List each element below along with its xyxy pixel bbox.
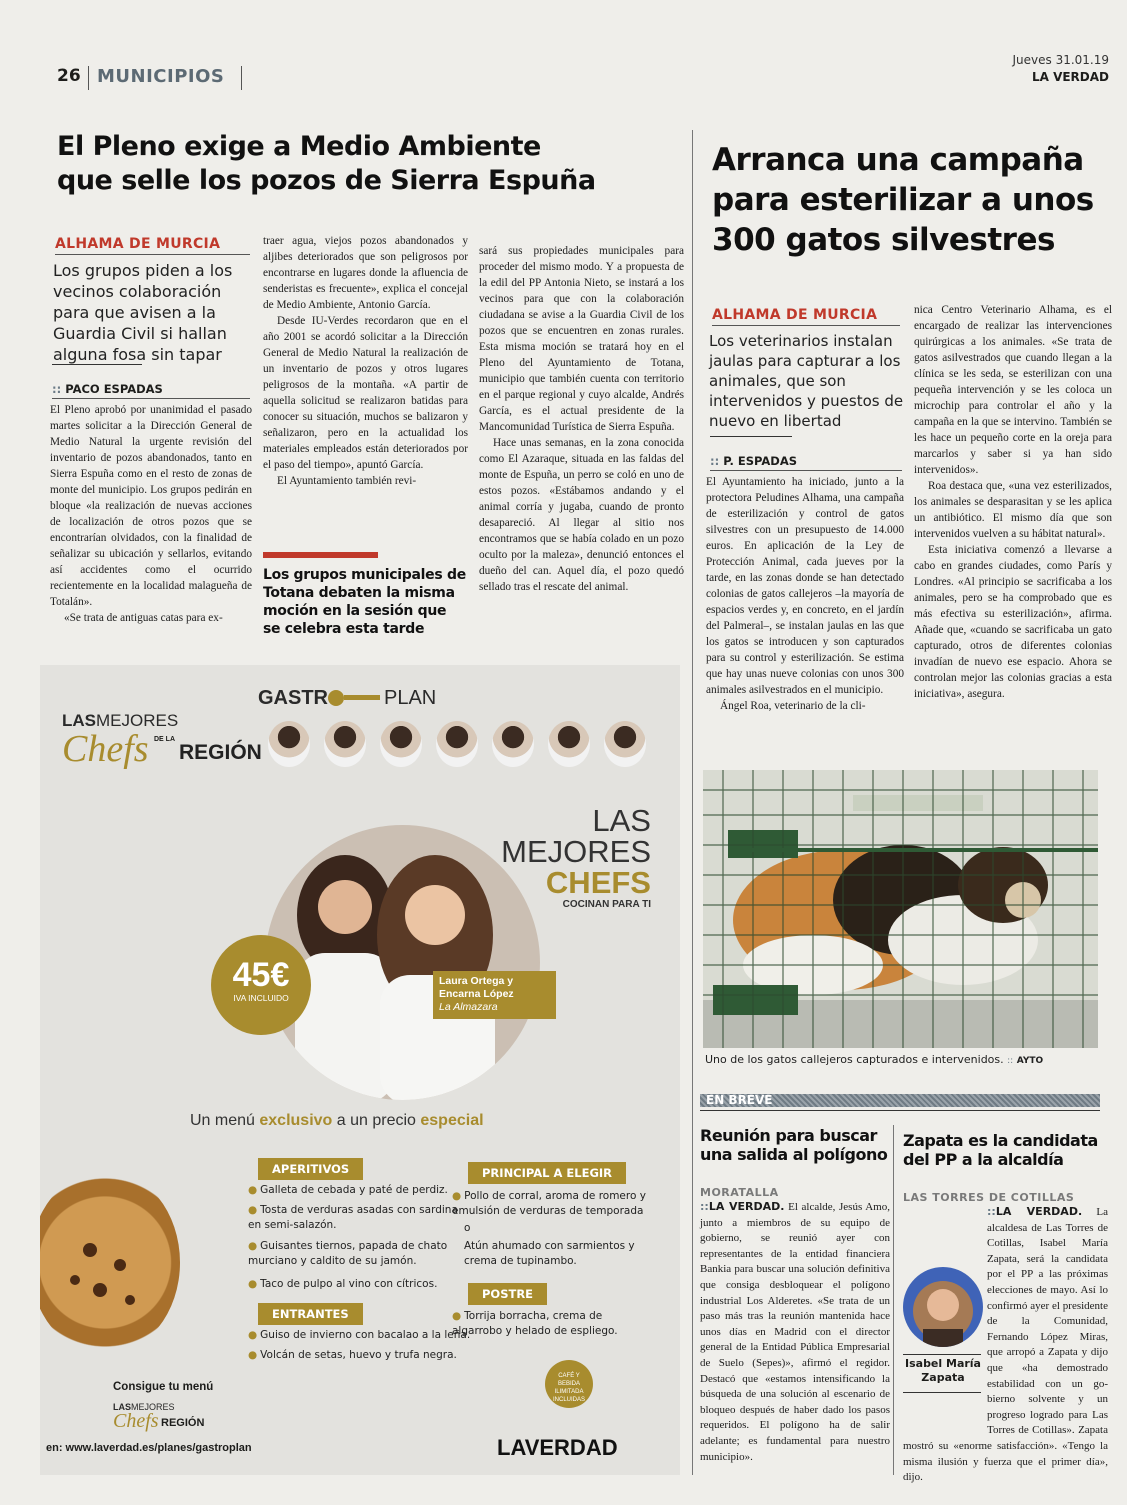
chef-portrait bbox=[436, 721, 478, 767]
logo-las: LAS bbox=[62, 711, 96, 730]
paragraph: Roa destaca que, «una vez esterilizados, los animales se desparasitan y se les aplica un antibiótico. El mismo día que son intervenidos vuelven a su hábitat natural». bbox=[914, 480, 1112, 540]
brief-text: La alcaldesa de Las Torres de Cotillas, Isabel María Zapata, será la candidata por el PP a las próximas elecciones de mayo. Así lo confirmó ayer el presidente de la Comunidad, Fernando López Miras, que arropó a Zapata y dijo que «ha demostrado estabilidad con un go- bbox=[987, 1206, 1108, 1390]
article2-col1 bbox=[706, 474, 904, 714]
logo-mejores: MEJORES bbox=[131, 1402, 175, 1412]
menu-item: ● Galleta de cebada y paté de perdiz. bbox=[248, 1184, 448, 1196]
photo-caption bbox=[705, 1053, 1043, 1066]
paragraph: Esta iniciativa comenzó a llevarse a cabo en grandes ciudades, como París y Londres. «Al principio se sacrificaba a los animales, pero se ha comprobado que es más efectiva su esterilización», afirma. Añade que, «cuando se sacrificaba un gato capturado, otros de diferentes colonias invadían de nuevo ese espacio. Ahora se controlan mejor las colonias gracias a esta iniciativa», asegura. bbox=[914, 544, 1112, 700]
small-logo-region: REGIÓN bbox=[161, 1417, 205, 1429]
paragraph: nica Centro Veterinario Alhama, es el encargado de realizar las intervenciones quirúrgicas a los animales. «Se trata de gatos asilvestrados que cuando llegan a la clínica se les seda, se esterilizan con una pequeña intervención y se les coloca un microchip para controlar el año y la campaña en la que se intervino. También se les hace un pequeño corte en la oreja para marcarlos y saber si ya han sido intervenidos». bbox=[914, 304, 1112, 476]
spoon-handle-icon bbox=[344, 695, 380, 700]
header-divider bbox=[88, 66, 89, 90]
brief-text: El alcalde, Jesús Amo, junto a miembros de su equipo de gobierno, se reunió ayer con representantes de la entidad financiera Bankia para buscar una solución definitiva que consiga desbloquear el polígono industrial Los Alderetes. «Se trata de un paso más tras la reunión mantenida hace unos días en Madrid con el director general de la Entidad Pública Empresarial de Suelo (Sepes)», afirmó el regidor. Destacó que «estamos intensificando la búsqueda de una solución al escenario de bloqueo después de haber dado los pasos requeridos. El polígono ha de salir adelante; es fundamental para nuestro municipio». bbox=[700, 1201, 890, 1463]
logo-mejores: MEJORES bbox=[96, 711, 179, 730]
divider bbox=[700, 1110, 1100, 1111]
article1-byline bbox=[52, 382, 250, 399]
gastroplan-advertisement bbox=[40, 665, 680, 1475]
byline-mark: :: bbox=[700, 1200, 709, 1213]
chef-portrait bbox=[548, 721, 590, 767]
menu-item-text: Guisantes tiernos, papada de chato murciano y caldito de su jamón. bbox=[248, 1240, 448, 1267]
chef-name: Encarna López bbox=[439, 988, 514, 1000]
chef-portrait bbox=[492, 721, 534, 767]
brief1-headline: Reunión para buscar una salida al polígono bbox=[700, 1126, 888, 1164]
price-note: IVA INCLUIDO bbox=[233, 993, 289, 1003]
portrait-spacer bbox=[903, 1251, 987, 1437]
article2-kicker: ALHAMA DE MURCIA bbox=[712, 307, 900, 326]
paragraph: traer agua, viejos pozos abandonados y aljibes deteriorados que son peligrosos por encontrarse en lugares donde la afluencia de senderistas es frecuente», explica el concejal de Medio Ambiente, Antonio García. bbox=[263, 235, 468, 311]
slogan-text: Un menú bbox=[190, 1112, 260, 1129]
paragraph: Hace unas semanas, en la zona conocida como El Azaraque, situada en las faldas del monte de Espuña, un perro se coló en uno de estos pozos. «Estábamos andando y el animal corría y jugaba, cuando de pronto desapareció. Al llegar al sitio nos encontramos que se había colado en un pozo oculto por la maleza», denunció entonces el dueño del can. Aquel día, el pozo quedó sellado tras el rescate del animal. bbox=[479, 437, 684, 593]
chef-name-tag bbox=[433, 971, 556, 1019]
spoon-icon bbox=[328, 690, 344, 706]
menu-item-text: Tosta de verduras asadas con sardina en semi-salazón. bbox=[248, 1204, 458, 1231]
paragraph: El Pleno aprobó por unanimidad el pasado martes solicitar a la Dirección General de Medio Natural la urgente revisión del inventario de pozos abandonados, tanto en Sierra Espuña como en el resto de zonas de monte del municipio. Los grupos pedirán en bloque «la realización de nuevas acciones de localización de otros pozos que se encontrarían olvidados, con la finalidad de señalizar su ubicación y sellarlos, evitando así accidentes como el ocurrido recientemente en la localidad malagueña de Totalán». bbox=[50, 404, 252, 608]
cat-cage-photo bbox=[703, 770, 1098, 1048]
brand-gastro: GASTR bbox=[258, 687, 328, 709]
chef-name: Laura Ortega y bbox=[439, 975, 514, 987]
divider bbox=[710, 436, 792, 437]
small-logo-chefs: Chefs bbox=[113, 1410, 159, 1432]
paragraph: Desde IU-Verdes recordaron que en el año 2001 se acordó solicitar a la Dirección General de Medio Natural la realización de un inventario de pozos y otros lugares peligrosos de la montaña. «A partir de aquella solicitud se realizaron batidas para conocer su situación, muchos se balizaron y señalizaron, pero en la actualidad los materiales empleados están deteriorados por el paso del tiempo», apuntó García. bbox=[263, 315, 468, 471]
brief2-place: LAS TORRES DE COTILLAS bbox=[903, 1191, 1075, 1204]
caption-text: Uno de los gatos callejeros capturados e intervenidos. bbox=[705, 1053, 1004, 1066]
chef-portrait bbox=[380, 721, 422, 767]
header-divider bbox=[241, 66, 242, 90]
menu-item: ● Tosta de verduras asadas con sardina en semi-salazón. bbox=[248, 1204, 458, 1231]
column-divider bbox=[692, 130, 693, 1475]
article2-deck: Los veterinarios instalan jaulas para capturar a los animales, que son intervenidos y puestos de nuevo en libertad bbox=[709, 332, 904, 430]
article2-col2 bbox=[914, 302, 1112, 702]
headline-line: que selle los pozos de Sierra Espuña bbox=[57, 165, 596, 196]
cookie-image bbox=[40, 1170, 180, 1355]
menu-item: ● Guiso de invierno con bacalao a la leña. bbox=[248, 1329, 471, 1341]
en-breve-banner: EN BREVE bbox=[700, 1094, 1100, 1107]
logo-chefs: Chefs bbox=[62, 728, 149, 770]
byline-name: P. ESPADAS bbox=[723, 454, 798, 468]
byline-name: LA VERDAD. bbox=[995, 1205, 1083, 1218]
restaurant-name: La Almazara bbox=[439, 1001, 498, 1013]
brief2-headline: Zapata es la candidata del PP a la alcaldía bbox=[903, 1131, 1098, 1169]
cookie-chips bbox=[40, 1170, 180, 1355]
byline-mark: :: bbox=[987, 1205, 996, 1218]
article1-col3 bbox=[479, 243, 684, 595]
gastroplan-brand bbox=[258, 687, 436, 710]
chef-portrait bbox=[268, 721, 310, 767]
tag-las: LAS bbox=[592, 803, 651, 838]
byline-name: LA VERDAD. bbox=[708, 1200, 785, 1213]
paragraph: sará sus propiedades municipales para proceder del mismo modo. Y a propuesta de la edil del PP Antonia Nieto, se instará a los vecinos para que con la colaboración ciudadana se avise a la Guardia Civil de los pozos que se encuentren en zonas rurales. Esta misma moción se tratará hoy en el Pleno del Ayuntamiento de Totana, municipio que también cuenta con territorio en el parque regional y cuyo alcalde, Andrés García, es el actual presidente de la Mancomunidad Turística de Sierra Espuña. bbox=[479, 245, 684, 433]
credit-mark: :: bbox=[1007, 1056, 1014, 1066]
menu-item: ● Torrija borracha, crema de algarrobo y helado de espliego. bbox=[452, 1310, 618, 1337]
menu-item-text: Torrija borracha, crema de algarrobo y helado de espliego. bbox=[452, 1310, 618, 1337]
slogan-highlight: exclusivo bbox=[259, 1112, 333, 1129]
menu-section-aperitivos: APERITIVOS bbox=[258, 1158, 363, 1180]
cat-in-cage-image bbox=[703, 770, 1098, 1048]
menu-item: ● Guisantes tiernos, papada de chato murciano y caldito de su jamón. bbox=[248, 1240, 448, 1267]
photo-credit: AYTO bbox=[1016, 1056, 1044, 1066]
paragraph: Ángel Roa, veterinario de la cli- bbox=[720, 700, 866, 712]
menu-item: o bbox=[464, 1222, 471, 1234]
paragraph: «Se trata de antiguas catas para ex- bbox=[64, 612, 223, 624]
section-title: MUNICIPIOS bbox=[97, 66, 225, 87]
newspaper-name: LA VERDAD bbox=[1031, 70, 1109, 84]
article1-col2 bbox=[263, 233, 468, 489]
issue-date: Jueves 31.01.19 bbox=[1012, 53, 1109, 67]
sidebar-accent-bar bbox=[263, 552, 378, 558]
menu-item: Atún ahumado con sarmientos y crema de tupinambo. bbox=[464, 1240, 635, 1267]
ad-tagline bbox=[501, 805, 651, 912]
article1-kicker: ALHAMA DE MURCIA bbox=[55, 236, 250, 255]
slogan-text: a un precio bbox=[332, 1112, 421, 1129]
menu-item-text: Galleta de cebada y paté de perdiz. bbox=[260, 1184, 448, 1196]
menu-item-text: Taco de pulpo al vino con cítricos. bbox=[260, 1278, 438, 1290]
slogan-highlight: especial bbox=[420, 1112, 484, 1129]
gastroplan-url[interactable]: en: www.laverdad.es/planes/gastroplan bbox=[46, 1442, 252, 1454]
logo-region: REGIÓN bbox=[179, 741, 262, 764]
menu-item: ● Pollo de corral, aroma de romero y emulsión de verduras de temporada bbox=[452, 1190, 646, 1217]
byline-mark: :: bbox=[710, 454, 720, 468]
paragraph: El Ayuntamiento ha iniciado, junto a la protectora Peludines Alhama, una campaña de esterilización y control de gatos silvestres con un presupuesto de 14.000 euros. En aplicación de la Ley de Protección Animal, cada jueves por la tarde, en las zonas donde se han detectado colonias de gatos callejeros –la mayoría de espacios verdes y, en concreto, en el jardín del Palmeral–, se instalan jaulas en las que los gatos se introducen y son capturados para su control y esterilización. Se estima que hay unas nueve colonias con unos 300 animales asilvestrados en el municipio. bbox=[706, 476, 904, 696]
portrait-caption: Isabel María Zapata bbox=[905, 1357, 981, 1384]
menu-item-text: Volcán de setas, huevo y trufa negra. bbox=[260, 1349, 457, 1361]
tag-cocinan: COCINAN PARA TI bbox=[562, 899, 651, 910]
page-number: 26 bbox=[57, 66, 81, 86]
drinks-included-badge: CAFÉ Y BEBIDA ILIMITADA INCLUIDAS bbox=[545, 1360, 593, 1408]
price: 45€ bbox=[232, 956, 290, 994]
brief1-place: MORATALLA bbox=[700, 1186, 779, 1199]
headline-line: El Pleno exige a Medio Ambiente bbox=[57, 131, 541, 162]
article1-headline bbox=[57, 130, 687, 198]
article2-byline bbox=[710, 454, 902, 471]
byline-mark: :: bbox=[52, 382, 62, 396]
menu-section-principal: PRINCIPAL A ELEGIR bbox=[468, 1162, 626, 1184]
article1-col1 bbox=[50, 402, 252, 626]
brand-plan: PLAN bbox=[384, 687, 437, 709]
menu-item-text: Pollo de corral, aroma de romero y emulsión de verduras de temporada bbox=[452, 1190, 646, 1217]
headline-line: para esterilizar a unos bbox=[712, 182, 1094, 218]
paragraph: El Ayuntamiento también revi- bbox=[277, 475, 417, 487]
article1-sidebar-headline: Los grupos municipales de Totana debaten la misma moción en la sesión que se celebra esta tarde bbox=[263, 567, 466, 637]
article1-deck: Los grupos piden a los vecinos colaboración para que avisen a la Guardia Civil si hallan alguna fosa sin tapar bbox=[53, 261, 233, 364]
brief1-body bbox=[700, 1200, 890, 1465]
brief-text: bierno solvente y un progreso logrado para Las Torres de Cotillas». Zapata mostró su «enorme satisfacción». «Tengo la misma ilusión y fuerza que el primer día», dijo. bbox=[903, 1393, 1108, 1484]
menu-section-entrantes: ENTRANTES bbox=[258, 1303, 363, 1325]
divider bbox=[52, 364, 142, 365]
headline-line: Arranca una campaña bbox=[712, 142, 1084, 178]
menu-section-postre: POSTRE bbox=[468, 1283, 547, 1305]
ad-slogan bbox=[190, 1112, 484, 1130]
headline-line: 300 gatos silvestres bbox=[712, 222, 1055, 258]
brief2-body bbox=[903, 1205, 1108, 1486]
menu-item-text: Guiso de invierno con bacalao a la leña. bbox=[260, 1329, 471, 1341]
byline-name: PACO ESPADAS bbox=[65, 382, 163, 396]
tag-chefs: CHEFS bbox=[545, 865, 651, 900]
chef-portrait bbox=[324, 721, 366, 767]
chef-portrait bbox=[604, 721, 646, 767]
logo-las: LAS bbox=[113, 1402, 131, 1412]
logo-dela: DE LA bbox=[154, 736, 175, 743]
column-divider bbox=[893, 1125, 894, 1475]
tag-mejores: MEJORES bbox=[501, 834, 651, 869]
laverdad-logo: LAVERDAD bbox=[497, 1435, 618, 1460]
consigue-text: Consigue tu menú bbox=[113, 1381, 214, 1393]
article2-headline bbox=[712, 140, 1117, 260]
menu-item: ● Volcán de setas, huevo y trufa negra. bbox=[248, 1349, 457, 1361]
menu-item: ● Taco de pulpo al vino con cítricos. bbox=[248, 1278, 438, 1290]
price-badge bbox=[211, 935, 311, 1035]
